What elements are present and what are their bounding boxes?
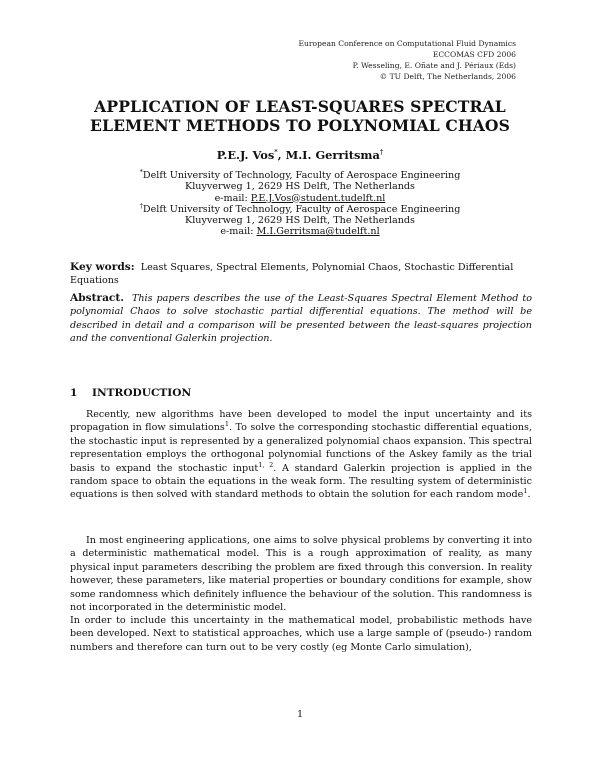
email-link-1[interactable]: P.E.J.Vos@student.tudelft.nl — [250, 192, 386, 204]
keywords — [70, 261, 532, 288]
abstract — [70, 292, 532, 346]
affiliation-1-mark: * — [139, 167, 143, 176]
author-2-mark: † — [379, 148, 384, 157]
author-1-mark: * — [274, 148, 278, 157]
email-label: e-mail: — [220, 226, 254, 238]
intro-paragraph-1 — [70, 408, 532, 502]
citation-ref[interactable]: 1 — [523, 487, 528, 496]
conference-editors: P. Wesseling, E. Oñate and J. Périaux (Eds) — [352, 61, 516, 70]
author-1: P.E.J. Vos — [216, 148, 275, 162]
intro-paragraph-2: In most engineering applications, one aims to solve physical problems by converting it into a deterministic mathematical model. This is a rough approximation of reality, as many physical input parameters describing the problem are fixed through this conversion. In reality however, these parameters, like material properties or boundary conditions for example, show some randomness which definitely influence the behaviour of the solution. This randomness is not incorporated in the deterministic model. — [70, 535, 532, 614]
p1-text-c: . A standard Galerkin projection is applied in the random space to obtain the equations in the weak form. The resulting system of deterministic equations is then solved with standard methods to obtain the solution for each random mode — [70, 462, 532, 501]
affiliation-2-institution — [60, 201, 540, 215]
affiliation-2-address: Kluyverweg 1, 2629 HS Delft, The Netherlands — [185, 215, 415, 227]
abstract-label: Abstract. — [70, 292, 124, 304]
section-heading — [70, 387, 191, 399]
keywords-label: Key words: — [70, 261, 135, 273]
affiliations — [60, 167, 540, 238]
email-link-2[interactable]: M.I.Gerritsma@tudelft.nl — [256, 226, 380, 238]
conference-copyright: © TU Delft, The Netherlands, 2006 — [379, 72, 516, 81]
citation-ref[interactable]: 1, 2 — [258, 460, 274, 469]
email-label: e-mail: — [214, 192, 248, 204]
title-line-2: ELEMENT METHODS TO POLYNOMIAL CHAOS — [90, 116, 510, 135]
conference-event: ECCOMAS CFD 2006 — [432, 50, 516, 59]
intro-paragraph-3: In order to include this uncertainty in the mathematical model, probabilistic methods have been developed. Next to statistical approaches, which use a large sample of (pseudo-) random numbers and therefore can turn out to be very costly (eg Monte Carlo simulation), — [70, 615, 532, 653]
title-line-1: APPLICATION OF LEAST-SQUARES SPECTRAL — [94, 97, 506, 116]
keywords-text: Least Squares, Spectral Elements, Polynomial Chaos, Stochastic Differential Equations — [70, 262, 514, 287]
section-title: INTRODUCTION — [92, 387, 192, 399]
paper-title — [60, 97, 540, 135]
author-separator: , — [277, 148, 286, 162]
section-number: 1 — [70, 387, 78, 399]
conference-header — [298, 38, 516, 82]
page-number: 1 — [296, 709, 304, 720]
p1-text-b: . To solve the corresponding stochastic differential equations, the stochastic input is represented by a generalized polynomial chaos expansion. This spectral representation employs the orthogonal polynomial functions of the Askey family as the trial basis to expand the stochastic input — [70, 422, 532, 474]
affiliation-2-name: Delft University of Technology, Faculty of Aerospace Engineering — [142, 203, 461, 215]
affiliation-1-name: Delft University of Technology, Faculty of Aerospace Engineering — [142, 170, 461, 181]
affiliation-2-mark: † — [139, 201, 143, 210]
affiliation-1-email-line — [60, 193, 540, 204]
citation-ref[interactable]: 1 — [224, 420, 229, 429]
affiliation-1-institution — [60, 167, 540, 181]
affiliation-1-address: Kluyverweg 1, 2629 HS Delft, The Netherlands — [185, 181, 415, 193]
author-2: M.I. Gerritsma — [285, 148, 380, 162]
p1-text-a: Recently, new algorithms have been developed to model the input uncertainty and its propagation in flow simulations — [70, 409, 532, 434]
author-list — [60, 148, 540, 162]
affiliation-2-email-line — [60, 226, 540, 237]
conference-name: European Conference on Computational Fluid Dynamics — [298, 39, 516, 48]
p1-text-d: . — [527, 489, 531, 501]
abstract-text: This papers describes the use of the Least-Squares Spectral Element Method to polynomial Chaos to solve stochastic partial differential equations. The method will be described in detail and a comparison will be presented between the least-squares projection and the conventional Galerkin projection. — [70, 293, 532, 345]
